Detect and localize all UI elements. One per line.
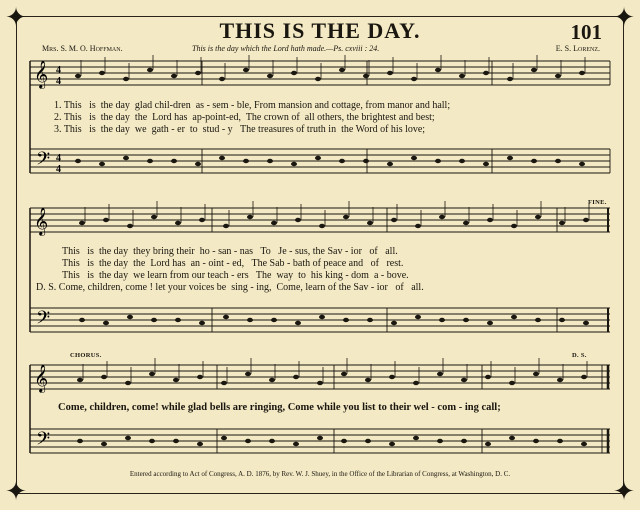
notehead xyxy=(387,71,393,75)
svg-text:𝄞: 𝄞 xyxy=(34,364,49,392)
notehead xyxy=(77,439,83,443)
notehead xyxy=(435,159,441,163)
notehead xyxy=(149,439,155,443)
notehead xyxy=(557,378,563,382)
notehead xyxy=(339,159,345,163)
svg-text:4: 4 xyxy=(56,65,61,76)
notehead xyxy=(267,74,273,78)
notehead xyxy=(533,439,539,443)
notehead xyxy=(389,442,395,446)
scripture-reference: This is the day which the Lord hath made.—Ps. cxviii : 24. xyxy=(192,44,380,53)
notehead xyxy=(555,159,561,163)
notehead xyxy=(291,71,297,75)
notehead xyxy=(365,439,371,443)
notehead xyxy=(339,68,345,72)
svg-text:𝄢: 𝄢 xyxy=(36,149,51,174)
verse-line: 1. This is the day glad chil-dren as - sem - ble, From mansion and cottage, from manor and hall; xyxy=(54,100,451,111)
notehead xyxy=(343,318,349,322)
notehead xyxy=(195,71,201,75)
notehead xyxy=(583,218,589,222)
notehead xyxy=(101,442,107,446)
notehead xyxy=(363,159,369,163)
notehead xyxy=(103,218,109,222)
notehead xyxy=(391,321,397,325)
notehead xyxy=(437,372,443,376)
svg-text:4: 4 xyxy=(56,153,61,164)
notehead xyxy=(195,162,201,166)
notehead xyxy=(579,71,585,75)
notehead xyxy=(487,218,493,222)
notehead xyxy=(147,159,153,163)
chorus-lyric-line: This is the day we learn from our teach - ers The way to his king - dom a - bove. xyxy=(62,270,409,281)
notehead xyxy=(509,381,515,385)
notehead xyxy=(125,381,131,385)
notehead xyxy=(147,68,153,72)
notehead xyxy=(123,156,129,160)
notehead xyxy=(79,318,85,322)
notehead xyxy=(269,439,275,443)
notehead xyxy=(271,221,277,225)
notehead xyxy=(437,439,443,443)
notehead xyxy=(411,156,417,160)
refrain-lyric-line: Come, children, come! while glad bells are ringing, Come while you list to their wel - com - ing call; xyxy=(58,402,501,413)
notehead xyxy=(173,439,179,443)
notehead xyxy=(245,372,251,376)
notehead xyxy=(415,224,421,228)
corner-ornament-icon: ✦ xyxy=(613,3,635,32)
notehead xyxy=(293,375,299,379)
notehead xyxy=(459,74,465,78)
notehead xyxy=(151,215,157,219)
notehead xyxy=(243,159,249,163)
notehead xyxy=(173,378,179,382)
notehead xyxy=(247,215,253,219)
notehead xyxy=(319,315,325,319)
hymn-title: THIS IS THE DAY. xyxy=(219,18,421,43)
notehead xyxy=(459,159,465,163)
chorus-lyric-line: D. S. Come, children, come ! let your voices be sing - ing, Come, learn of the Sav - ior of all. xyxy=(36,282,424,293)
notehead xyxy=(579,162,585,166)
chorus-lyric-line: This is the day they bring their ho - san - nas To Je - sus, the Sav - ior of all. xyxy=(62,246,398,257)
notehead xyxy=(487,321,493,325)
notehead xyxy=(293,442,299,446)
notehead xyxy=(341,439,347,443)
notehead xyxy=(75,159,81,163)
notehead xyxy=(415,315,421,319)
notehead xyxy=(343,215,349,219)
notehead xyxy=(247,318,253,322)
notehead xyxy=(387,162,393,166)
notehead xyxy=(75,74,81,78)
notehead xyxy=(149,372,155,376)
notehead xyxy=(291,162,297,166)
notehead xyxy=(341,372,347,376)
notehead xyxy=(197,442,203,446)
notehead xyxy=(463,221,469,225)
notehead xyxy=(531,159,537,163)
notehead xyxy=(531,68,537,72)
svg-text:𝄞: 𝄞 xyxy=(34,207,49,235)
notehead xyxy=(367,221,373,225)
notehead xyxy=(199,321,205,325)
notehead xyxy=(363,74,369,78)
notehead xyxy=(123,77,129,81)
notehead xyxy=(461,378,467,382)
notehead xyxy=(125,436,131,440)
notehead xyxy=(99,71,105,75)
page-number: 101 xyxy=(570,20,602,44)
notehead xyxy=(511,315,517,319)
notehead xyxy=(583,321,589,325)
notehead xyxy=(557,439,563,443)
corner-ornament-icon: ✦ xyxy=(5,477,27,506)
notehead xyxy=(101,375,107,379)
notehead xyxy=(535,215,541,219)
notehead xyxy=(413,436,419,440)
svg-text:𝄢: 𝄢 xyxy=(36,308,51,333)
notehead xyxy=(77,378,83,382)
notehead xyxy=(197,375,203,379)
notehead xyxy=(511,224,517,228)
notehead xyxy=(127,224,133,228)
svg-text:4: 4 xyxy=(56,76,61,87)
notehead xyxy=(507,156,513,160)
corner-ornament-icon: ✦ xyxy=(5,3,27,32)
svg-text:𝄢: 𝄢 xyxy=(36,429,51,454)
notehead xyxy=(439,215,445,219)
notehead xyxy=(171,159,177,163)
notehead xyxy=(315,156,321,160)
svg-text:𝄞: 𝄞 xyxy=(34,60,49,88)
notehead xyxy=(319,224,325,228)
notehead xyxy=(315,77,321,81)
notehead xyxy=(391,218,397,222)
notehead xyxy=(243,68,249,72)
notehead xyxy=(317,381,323,385)
notehead xyxy=(295,321,301,325)
corner-ornament-icon: ✦ xyxy=(613,477,635,506)
verse-line: 2. This is the day the Lord has ap-point-ed, The crown of all others, the brightest and best; xyxy=(54,112,435,123)
chorus-lyric-line: This is the day the Lord has an - oint - ed, The Sab - bath of peace and of rest. xyxy=(62,258,404,269)
notehead xyxy=(99,162,105,166)
notehead xyxy=(485,375,491,379)
notehead xyxy=(413,381,419,385)
copyright-footer: Entered according to Act of Congress, A. D. 1876, by Rev. W. J. Shuey, in the Office of the Librarian of Congress, at Washington, D. C. xyxy=(129,470,511,478)
notehead xyxy=(483,71,489,75)
notehead xyxy=(151,318,157,322)
notehead xyxy=(199,218,205,222)
notehead xyxy=(581,442,587,446)
notehead xyxy=(245,439,251,443)
notehead xyxy=(389,375,395,379)
lyricist-credit: Mrs. S. M. O. Hoffman. xyxy=(42,44,123,53)
notehead xyxy=(219,156,225,160)
notehead xyxy=(317,436,323,440)
notehead xyxy=(509,436,515,440)
notehead xyxy=(127,315,133,319)
notehead xyxy=(103,321,109,325)
notehead xyxy=(267,159,273,163)
notehead xyxy=(439,318,445,322)
ds-mark: D. S. xyxy=(572,352,587,359)
notehead xyxy=(559,318,565,322)
notehead xyxy=(271,318,277,322)
notehead xyxy=(535,318,541,322)
notehead xyxy=(365,378,371,382)
notehead xyxy=(435,68,441,72)
fine-mark: FINE. xyxy=(588,199,607,206)
notehead xyxy=(581,375,587,379)
notehead xyxy=(367,318,373,322)
notehead xyxy=(175,221,181,225)
notehead xyxy=(555,74,561,78)
notehead xyxy=(533,372,539,376)
notehead xyxy=(559,221,565,225)
notehead xyxy=(79,221,85,225)
notehead xyxy=(269,378,275,382)
notehead xyxy=(463,318,469,322)
svg-text:4: 4 xyxy=(56,164,61,175)
notehead xyxy=(171,74,177,78)
notehead xyxy=(483,162,489,166)
notehead xyxy=(221,381,227,385)
verse-line: 3. This is the day we gath - er to stud - y The treasures of truth in the Word of his love; xyxy=(54,124,426,135)
composer-credit: E. S. Lorenz. xyxy=(555,44,600,53)
notehead xyxy=(175,318,181,322)
notehead xyxy=(223,224,229,228)
chorus-mark: CHORUS. xyxy=(70,352,102,359)
notehead xyxy=(219,77,225,81)
notehead xyxy=(295,218,301,222)
notehead xyxy=(485,442,491,446)
notehead xyxy=(411,77,417,81)
notehead xyxy=(461,439,467,443)
notehead xyxy=(223,315,229,319)
notehead xyxy=(507,77,513,81)
notehead xyxy=(221,436,227,440)
